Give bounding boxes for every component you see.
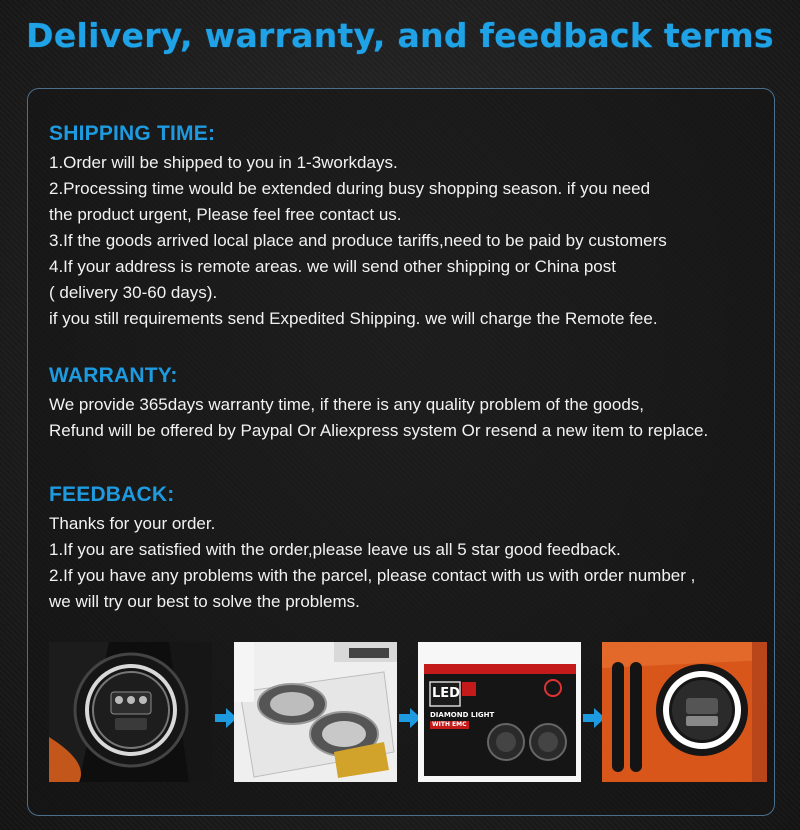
box-sublabel-2: WITH EMC [432,721,467,728]
product-photo-strip [49,642,767,782]
shipping-line: 1.Order will be shipped to you in 1-3workdays. [49,153,398,172]
shipping-line: if you still requirements send Expedited Shipping. we will charge the Remote fee. [49,309,658,328]
feedback-line: we will try our best to solve the problems. [49,592,360,611]
shipping-section [49,122,769,332]
shipping-line: 2.Processing time would be extended during busy shopping season. if you need [49,179,651,198]
feedback-line: 1.If you are satisfied with the order,please leave us all 5 star good feedback. [49,540,621,559]
warranty-heading: WARRANTY: [49,364,178,387]
shipping-heading: SHIPPING TIME: [49,122,216,145]
page-title: Delivery, warranty, and feedback terms [26,16,774,55]
shipping-line: 3.If the goods arrived local place and produce tariffs,need to be paid by customers [49,231,667,250]
box-sublabel-1: DIAMOND LIGHT [430,711,495,719]
shipping-line: ( delivery 30-60 days). [49,283,218,302]
warranty-line: We provide 365days warranty time, if there is any quality problem of the goods, [49,395,644,414]
box-led-label: LED [432,686,460,701]
feedback-heading: FEEDBACK: [49,483,175,506]
feedback-line: 2.If you have any problems with the parcel, please contact with us with order number , [49,566,696,585]
warranty-line: Refund will be offered by Paypal Or Aliexpress system Or resend a new item to replace. [49,421,709,440]
boxed-headlights-photo [234,642,397,782]
jeep-headlight-photo [602,642,767,782]
retail-box-photo [418,642,581,782]
installed-headlight-photo [49,642,212,782]
feedback-line: Thanks for your order. [49,514,216,533]
feedback-section [49,483,769,615]
shipping-line: 4.If your address is remote areas. we will send other shipping or China post [49,257,616,276]
warranty-section [49,364,769,444]
shipping-line: the product urgent, Please feel free contact us. [49,205,402,224]
